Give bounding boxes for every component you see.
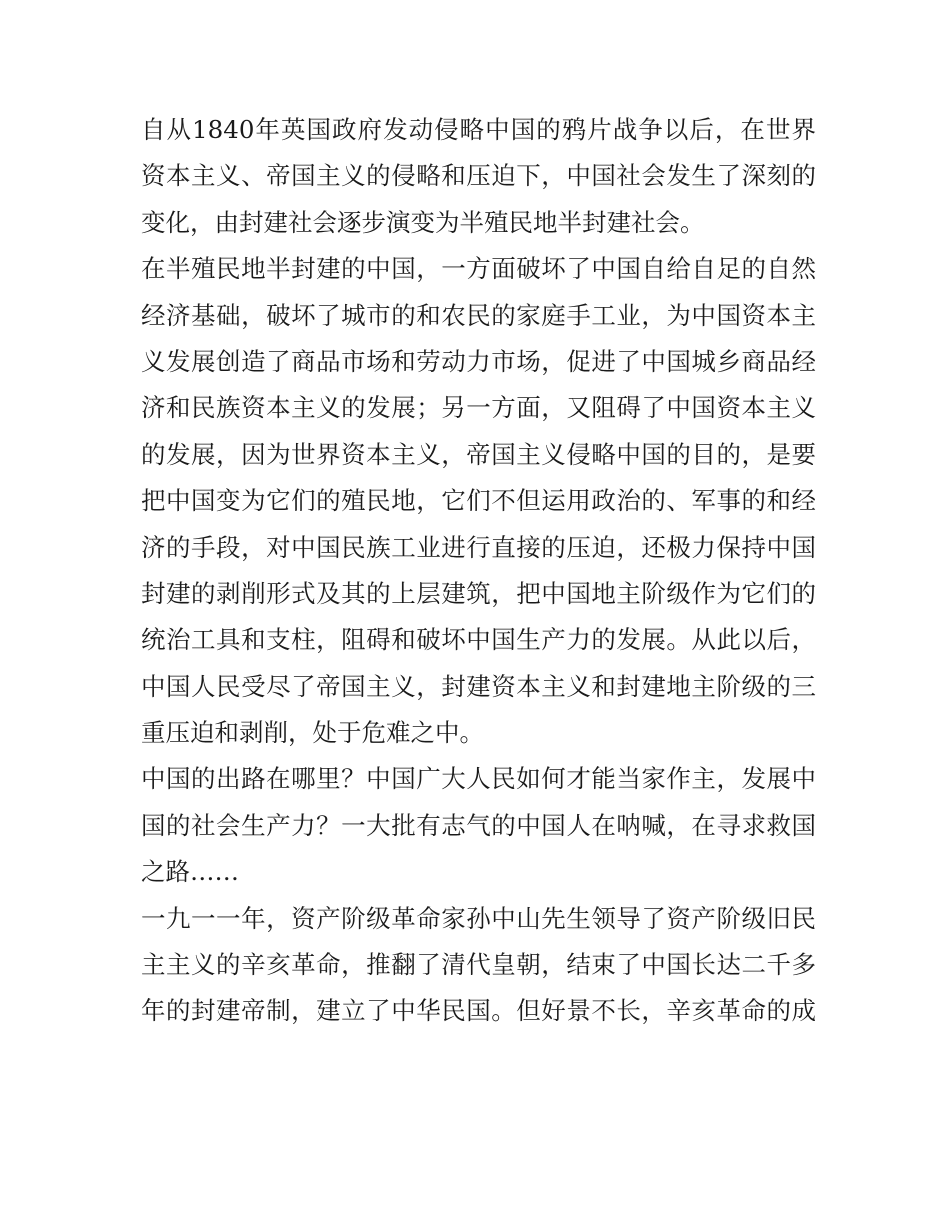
text-line: 之路…… (141, 857, 239, 887)
text-line: 把中国变为它们的殖民地，它们不但运用政治的、军事的和经 (141, 486, 816, 516)
text-line: 主主义的辛亥革命，推翻了清代皇朝，结束了中国长达二千多 (141, 950, 816, 980)
text-line: 济和民族资本主义的发展；另一方面，又阻碍了中国资本主义 (141, 393, 816, 423)
text-line: 年的封建帝制，建立了中华民国。但好景不长，辛亥革命的成 (141, 996, 816, 1026)
text-line: 统治工具和支柱，阻碍和破坏中国生产力的发展。从此以后， (141, 625, 816, 655)
text-line: 一九一一年，资产阶级革命家孙中山先生领导了资产阶级旧民 (141, 903, 816, 933)
text-line: 资本主义、帝国主义的侵略和压迫下，中国社会发生了深刻的 (141, 161, 816, 191)
body-text (141, 107, 816, 1035)
text-line: 义发展创造了商品市场和劳动力市场，促进了中国城乡商品经 (141, 346, 816, 376)
text-line: 在半殖民地半封建的中国，一方面破坏了中国自给自足的自然 (141, 254, 816, 284)
text-line: 封建的剥削形式及其的上层建筑，把中国地主阶级作为它们的 (141, 578, 816, 608)
text-line: 变化，由封建社会逐步演变为半殖民地半封建社会。 (141, 207, 705, 237)
text-line: 自从1840年英国政府发动侵略中国的鸦片战争以后，在世界 (141, 115, 816, 144)
text-line: 济的手段，对中国民族工业进行直接的压迫，还极力保持中国 (141, 532, 816, 562)
text-line: 国的社会生产力？一大批有志气的中国人在呐喊，在寻求救国 (141, 810, 816, 840)
text-line: 的发展，因为世界资本主义，帝国主义侵略中国的目的，是要 (141, 439, 816, 469)
text-line: 重压迫和剥削，处于危难之中。 (141, 718, 484, 748)
text-line: 经济基础，破坏了城市的和农民的家庭手工业，为中国资本主 (141, 300, 816, 330)
text-line: 中国的出路在哪里？中国广大人民如何才能当家作主，发展中 (141, 764, 816, 794)
text-line: 中国人民受尽了帝国主义，封建资本主义和封建地主阶级的三 (141, 671, 816, 701)
